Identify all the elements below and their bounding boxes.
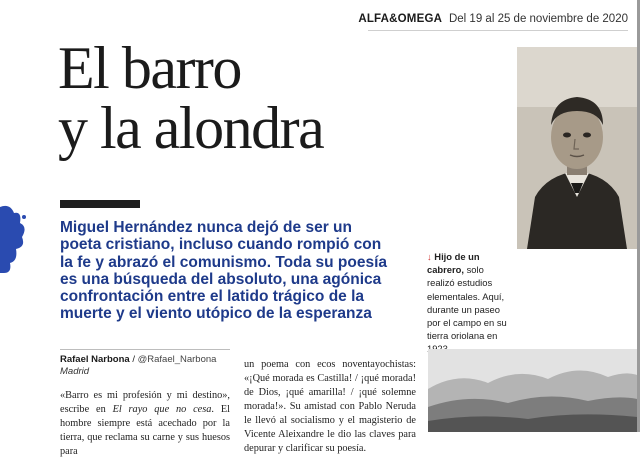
boy-portrait-illustration (517, 47, 637, 249)
landscape-illustration (428, 349, 637, 432)
arrow-down-icon: ↓ (427, 251, 432, 262)
byline (60, 354, 240, 378)
caption-text: solo realizó estudios elementales. Aquí, durante un paseo por el campo en su tierra oriolana en (427, 264, 507, 342)
headline (58, 35, 324, 161)
byline-separator: / (129, 354, 138, 365)
body-column-2-text: un poema con ecos noventayochistas: «¡Qué morada es Castilla! / ¡qué morada! de Dios, ¡qué amarilla! / ¡qué solemne morada!». Su amistad con Pablo Neruda le llevó al socialismo y el magisterio de Vicente Aleixandre le dio las claves para depurar y clarificar su poesía. (244, 359, 416, 454)
headline-line-1: El barro (58, 35, 241, 101)
body-column-1-text (60, 389, 230, 459)
body-col1-after: . El hombre siempre está acechado por la tierra, que reclama su carne y sus huesos para (60, 404, 230, 457)
body-col1-before: «Barro es mi profesión y mi destino», escribe en (60, 390, 230, 415)
photo-caption (427, 250, 511, 356)
body-column-2 (244, 358, 416, 456)
body-column-1 (60, 389, 230, 459)
headline-line-2: y la alondra (58, 95, 324, 161)
caption-strong: Hijo de un cabrero, (427, 251, 480, 276)
masthead-date: Del 19 al 25 de noviembre de 2020 (448, 13, 628, 25)
lead-paragraph: Miguel Hernández nunca dejó de ser un poeta cristiano, incluso cuando rompió con la fe y abrazó el comunismo. Toda su poesía es una búsqueda del absoluto, una agónica confrontación entre el latido trágico de la muerte y el viento utópico de la esperanza (60, 219, 388, 323)
masthead-rule (368, 30, 628, 31)
masthead-brand: ALFA&OMEGA (358, 13, 443, 25)
landscape-photo (428, 349, 637, 432)
boy-portrait-photo (517, 47, 637, 249)
body-col1-italic: El rayo que no cesa (112, 404, 212, 415)
byline-city: Madrid (60, 366, 90, 377)
byline-handle[interactable]: @Rafael_Narbona (137, 354, 217, 365)
byline-author: Rafael Narbona (60, 354, 130, 365)
masthead (358, 13, 628, 25)
accent-bar (60, 200, 140, 208)
byline-rule (60, 349, 230, 350)
decorative-blue-splash (0, 203, 30, 275)
